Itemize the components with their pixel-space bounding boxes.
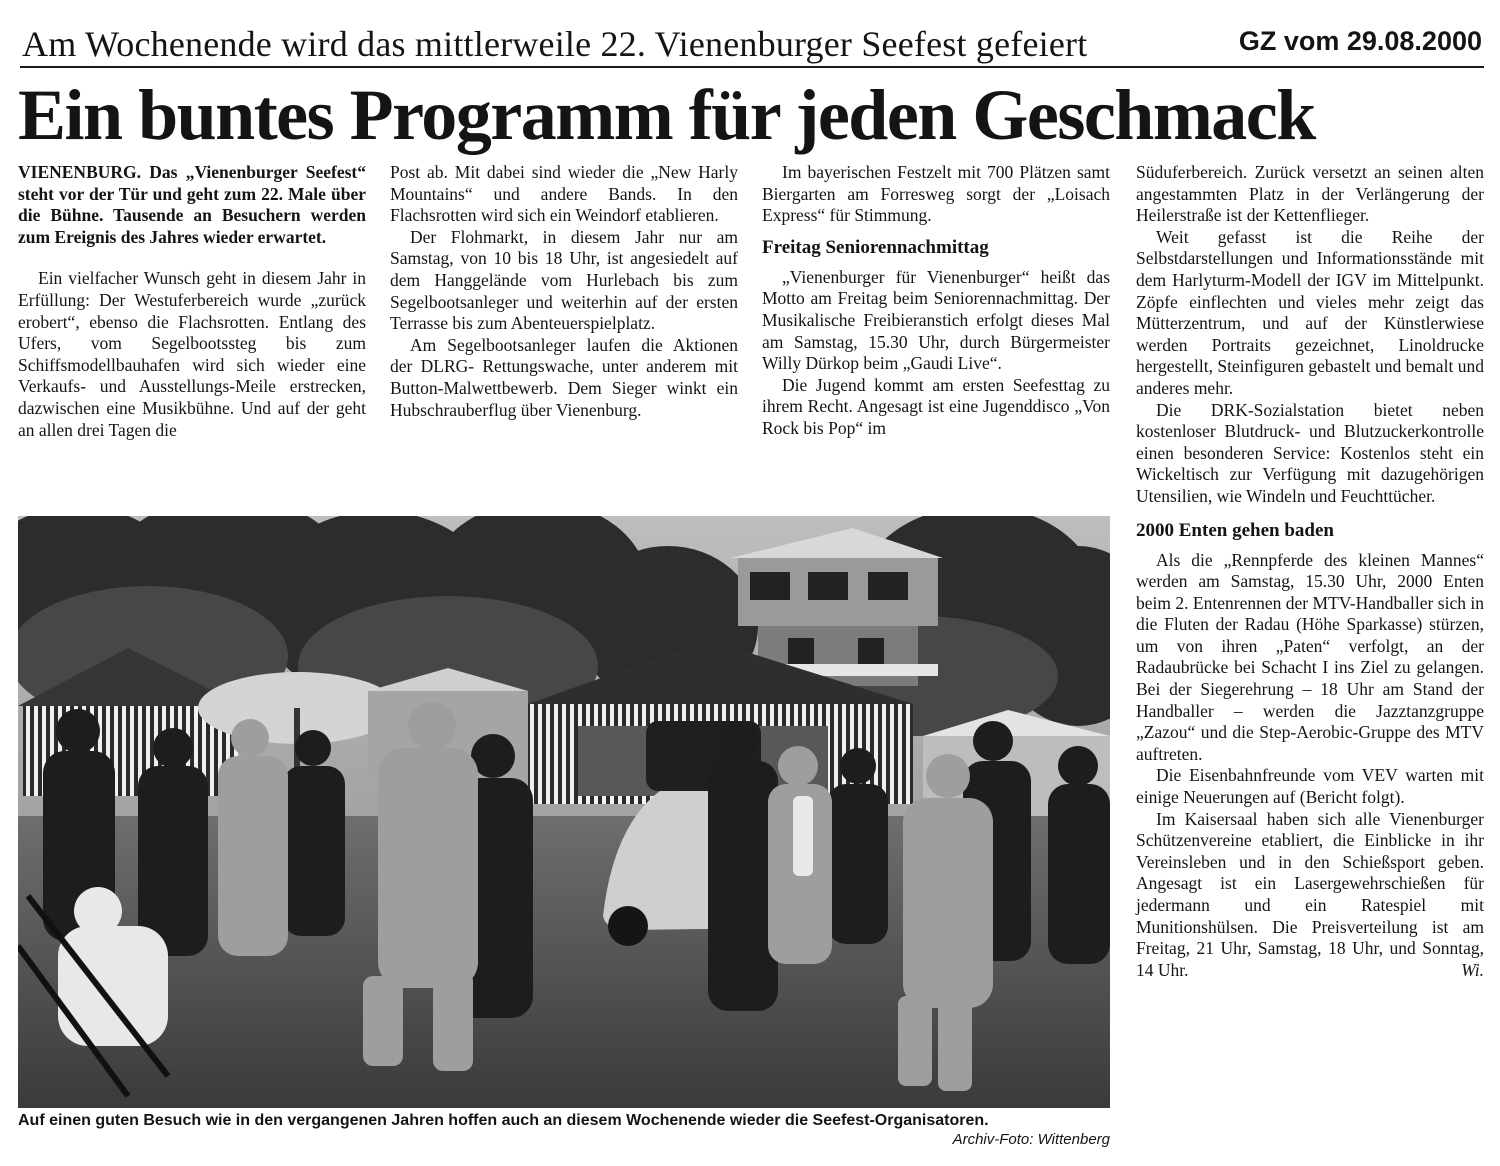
paragraph: Weit gefasst ist die Reihe der Selbstdarstellungen und Informationsstände mit dem Harlyturm-Modell der IGV im Mittelpunkt. Zöpfe einflechten und vieles mehr zeigt das Mütterzentrum, und auf der Künstlerwiese werden Portraits gezeichnet, Linoldrucke hergestellt, Steinfiguren gebastelt und bemalt und anderes mehr. <box>1136 226 1484 398</box>
paragraph: Als die „Rennpferde des kleinen Mannes“ werden am Samstag, 15.30 Uhr, 2000 Enten beim 2. Entenrennen der MTV-Handballer sich in die Fluten der Radau (Höhe Sparkasse) stürzen, um von ihren „Paten“ verfolgt, an der Radaubrücke bei Schacht I ins Ziel zu gelangen. Bei der Siegerehrung – 18 Uhr am Stand der Handballer – werden die Jazztanzgruppe „Zazou“ und die Step-Aerobic-Gruppe des MTV auftreten. <box>1136 549 1484 764</box>
article-column-1 <box>18 162 366 441</box>
subheading-ducks: 2000 Enten gehen baden <box>1136 519 1334 541</box>
article-column-4 <box>1136 162 1484 982</box>
festival-photo <box>18 516 1110 1108</box>
article-column-2 <box>390 162 738 421</box>
headline: Ein buntes Programm für jeden Geschmack <box>18 75 1315 155</box>
paragraph: Im Kaisersaal haben sich alle Vienenburger Schützenvereine etabliert, die Einblicke in ihr Vereinsleben und in den Schießsport geben. Angesagt ist ein Lasergewehrschießen für jedermann und ein Ratespiel mit Munitionshülsen. Die Preisverteilung ist am Freitag, 21 Uhr, Samstag, 18 Uhr, und Sonntag, 14 Uhr. <box>1136 808 1484 980</box>
paragraph: Post ab. Mit dabei sind wieder die „New Harly Mountains“ und andere Bands. In den Flachsrotten wird sich ein Weindorf etablieren. <box>390 162 738 226</box>
photo-caption: Auf einen guten Besuch wie in den vergangenen Jahren hoffen auch an diesem Wochenende wieder die Seefest-Organisatoren. <box>18 1112 989 1129</box>
source-date: GZ vom 29.08.2000 <box>1238 26 1482 56</box>
paragraph: Der Flohmarkt, in diesem Jahr nur am Samstag, von 10 bis 18 Uhr, ist angesiedelt auf dem Hanggelände vom Hurlebach bis zum Segelbootsanleger und weiterhin auf der ersten Terrasse bis zum Abenteuerspielplatz. <box>390 226 738 334</box>
paragraph: Ein vielfacher Wunsch geht in diesem Jahr in Erfüllung: Der Westuferbereich wurde „zurück erobert“, ebenso die Flachsrotten. Entlang des Ufers, vom Segelbootssteg bis zum Schiffsmodellbauhafen wird sich wieder eine Verkaufs- und Ausstellungs-Meile erstrecken, dazwischen eine Musikbühne. Und auf der geht an allen drei Tagen die <box>18 268 366 440</box>
photo-credit: Archiv-Foto: Wittenberg <box>952 1131 1110 1148</box>
paragraph: Die Jugend kommt am ersten Seefesttag zu ihrem Recht. Angesagt ist eine Jugenddisco „Von Rock bis Pop“ im <box>762 374 1110 438</box>
paragraph: Die Eisenbahnfreunde vom VEV warten mit einige Neuerungen auf (Bericht folgt). <box>1136 765 1484 808</box>
paragraph: „Vienenburger für Vienenburger“ heißt das Motto am Freitag beim Seniorennachmittag. Der Musikalische Freibieranstich erfolgt dieses Mal am Samstag, 15.30 Uhr, durch Bürgermeister Willy Dürkop beim „Gaudi Live“. <box>762 266 1110 374</box>
kicker-line <box>20 22 1484 68</box>
author-initials: Wi. <box>1461 960 1484 981</box>
photo-illustration <box>18 516 1110 1108</box>
paragraph: Die DRK-Sozialstation bietet neben kostenloser Blutdruck- und Blutzuckerkontrolle einen besonderen Service: Kostenlos steht ein Wickeltisch zur Verfügung mit dazugehörigen Utensilien, wie Windeln und Feuchttücher. <box>1136 399 1484 506</box>
paragraph: Im bayerischen Festzelt mit 700 Plätzen samt Biergarten am Forresweg sorgt der „Loisach Express“ für Stimmung. <box>762 162 1110 226</box>
paragraph: Am Segelbootsanleger laufen die Aktionen der DLRG- Rettungswache, unter anderem mit Button-Malwettbewerb. Dem Sieger winkt ein Hubschrauberflug über Vienenburg. <box>390 334 738 420</box>
lead-paragraph: VIENENBURG. Das „Vienenburger Seefest“ steht vor der Tür und geht zum 22. Male über die Bühne. Tausende an Besuchern werden zum Ereignis des Jahres wieder erwartet. <box>18 162 366 247</box>
article-column-3 <box>762 162 1110 440</box>
subheading-seniors: Freitag Seniorennachmittag <box>762 236 989 258</box>
kicker-text: Am Wochenende wird das mittlerweile 22. Vienenburger Seefest gefeiert <box>22 24 1088 64</box>
paragraph: Süduferbereich. Zurück versetzt an seinen alten angestammten Platz in der Verlängerung der Heilerstraße ist der Kettenflieger. <box>1136 162 1484 226</box>
